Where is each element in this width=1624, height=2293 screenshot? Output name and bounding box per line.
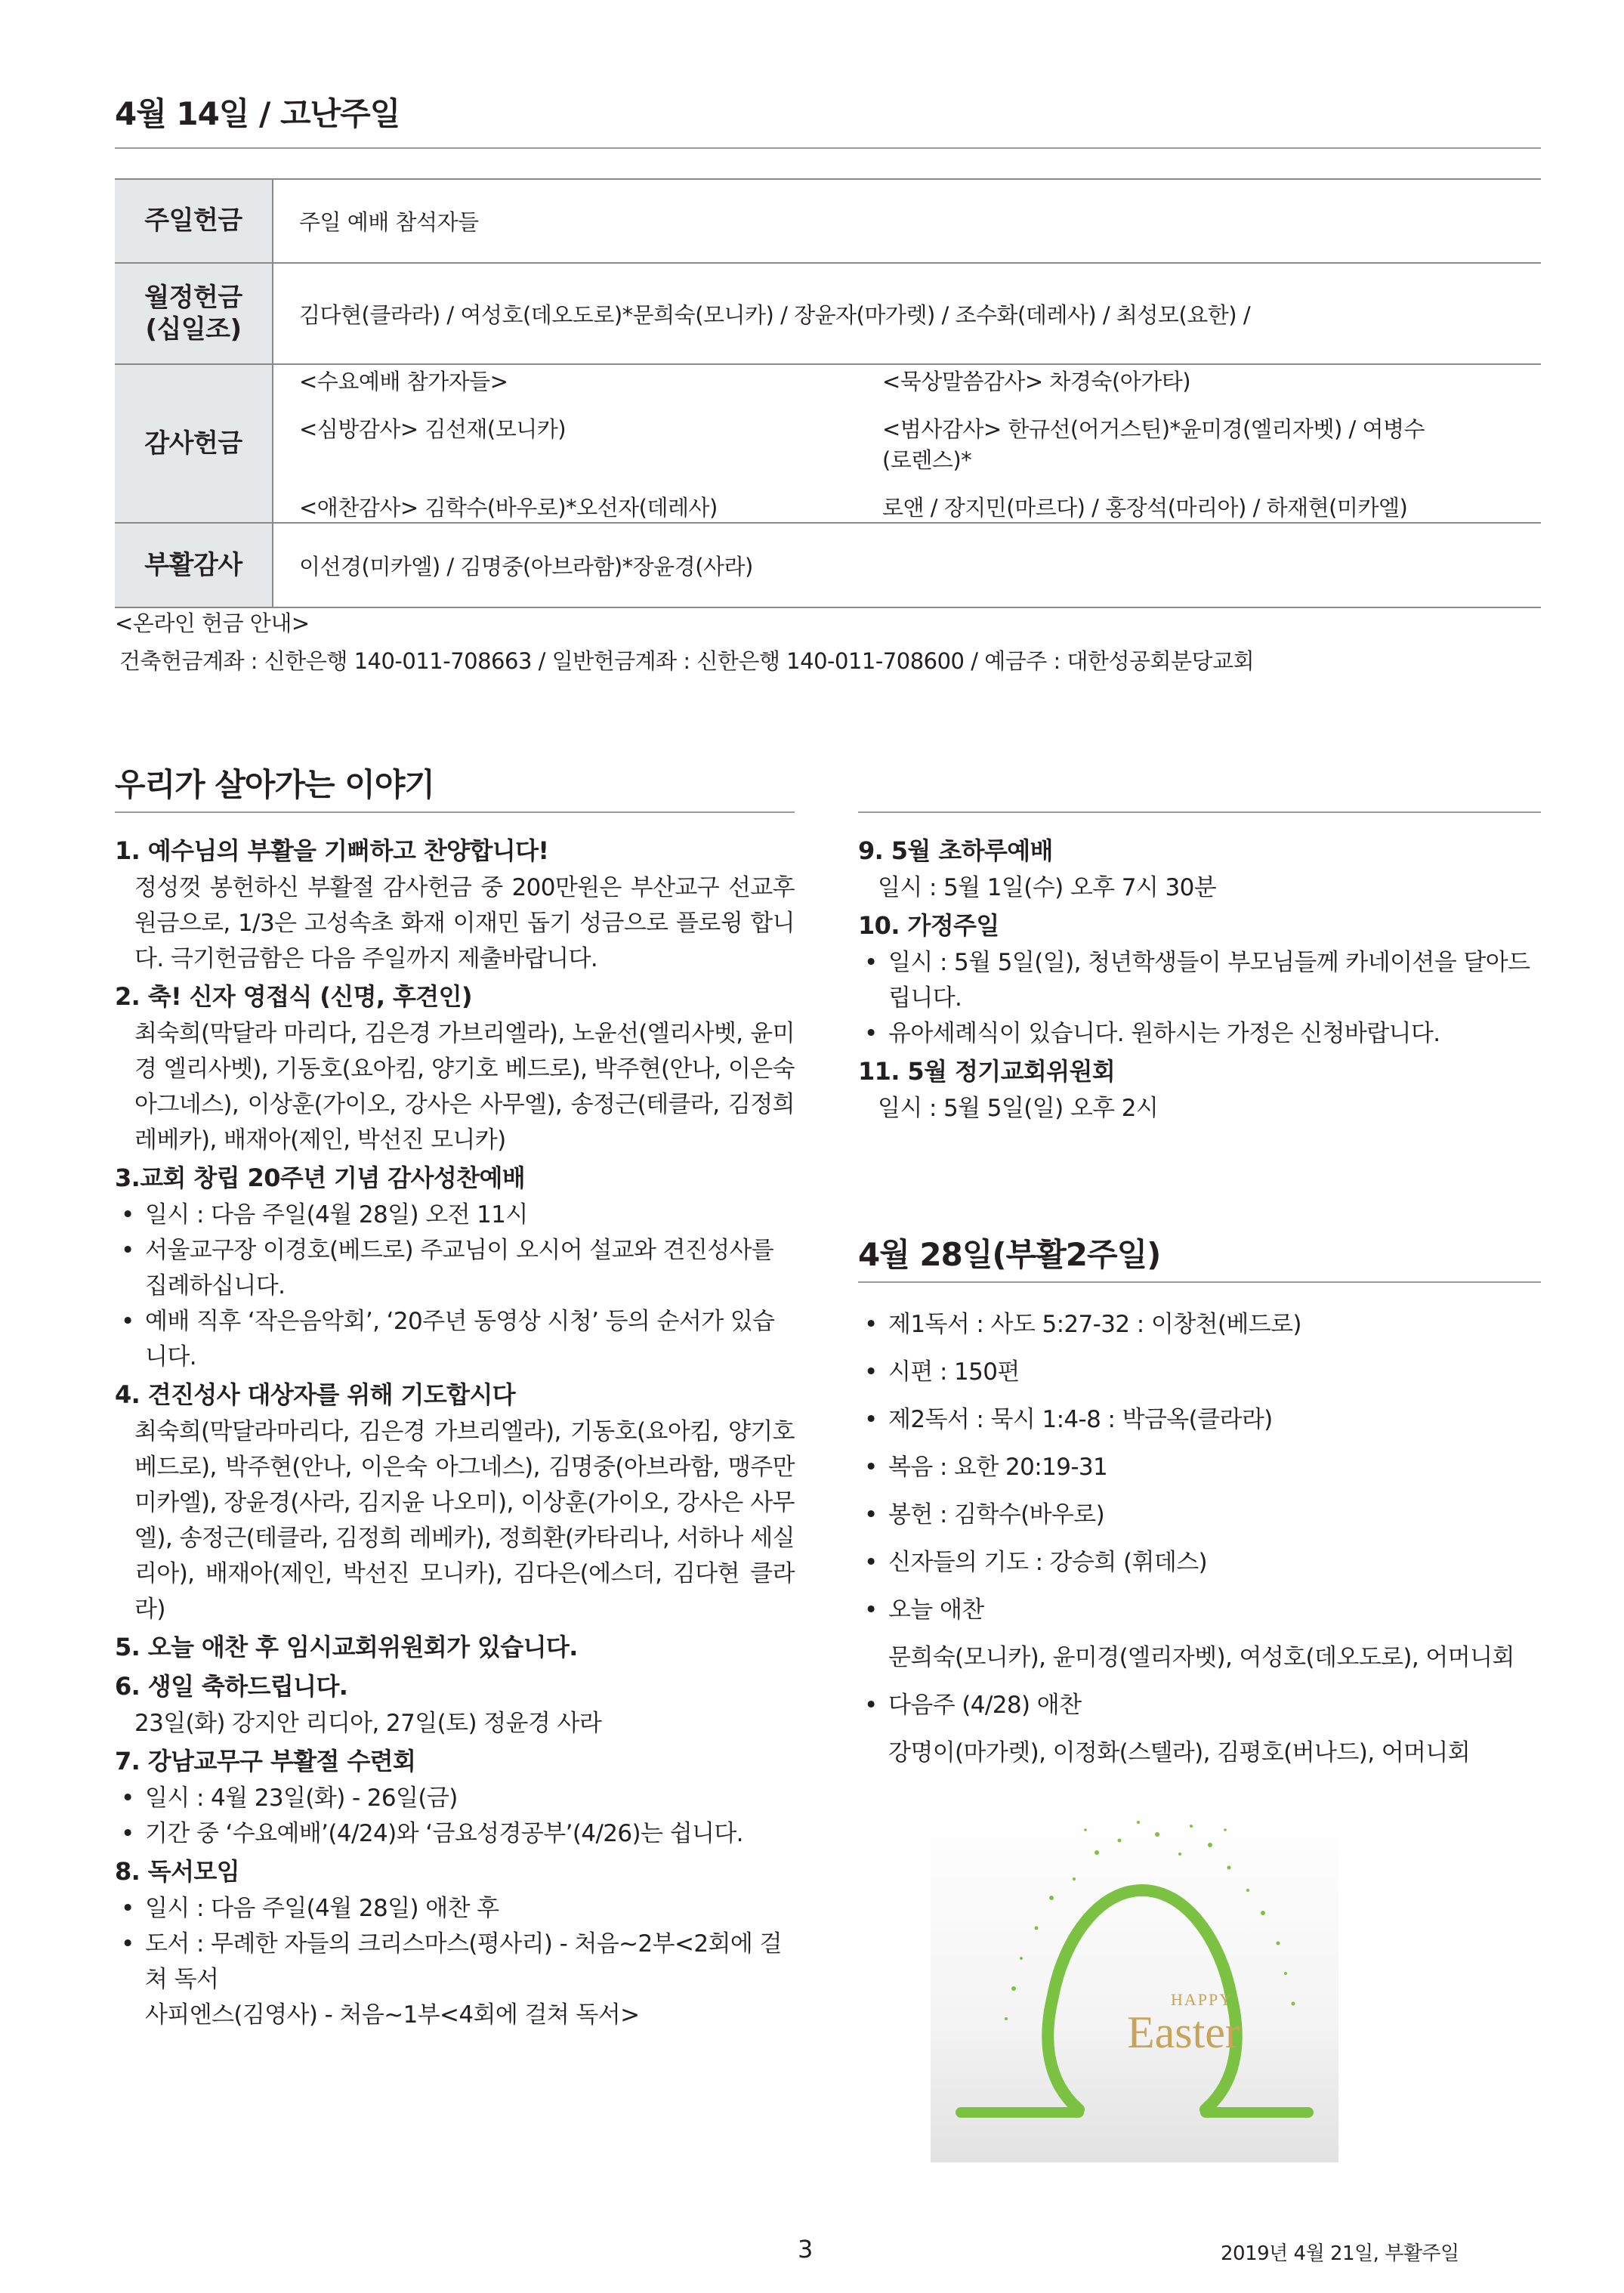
news-bullet: • 일시 : 다음 주일(4월 28일) 오전 11시 [115, 1197, 795, 1233]
page-number: 3 [798, 2235, 814, 2264]
title-divider [115, 147, 1541, 149]
easter-egg-graphic [931, 1807, 1338, 2162]
thanks-entry: <애찬감사> 김학수(바우로)*오선자(데레사) [299, 495, 718, 521]
online-offering-title: <온라인 헌금 안내> [115, 610, 310, 636]
news-bullet: • 예배 직후 ‘작은음악회’, ‘20주년 동영상 시청’ 등의 순서가 있습니다. [115, 1304, 795, 1375]
news-heading: 7. 강남교무구 부활절 수련회 [115, 1747, 416, 1775]
footer-date: 2019년 4월 21일, 부활주일 [1221, 2242, 1459, 2265]
bank-accounts: 건축헌금계좌 : 신한은행 140-011-708663 / 일반헌금계좌 : 신한은행 140-011-708600 / 예금주 : 대한성공회분당교회 [119, 648, 1255, 674]
news-left-column [115, 831, 795, 2033]
offering-row-thanks [115, 364, 1541, 523]
easter-text: Easter [1127, 2007, 1240, 2057]
liturgy-item: • 복음 : 요한 20:19-31 [858, 1444, 1541, 1491]
news-divider-right [858, 811, 1541, 813]
liturgy-item: • 제2독서 : 묵시 1:4-8 : 박금옥(클라라) [858, 1396, 1541, 1444]
thanks-entry: <범사감사> 한규선(어거스틴)*윤미경(엘리자벳) / 여병수(로렌스)* [882, 416, 1425, 473]
thanks-entry: <심방감사> 김선재(모니카) [299, 416, 567, 442]
thanks-entry: 로앤 / 장지민(마르다) / 홍장석(마리아) / 하재현(미카엘) [882, 495, 1408, 521]
happy-text: HAPPY [1171, 1990, 1233, 2009]
news-body: 23일(화) 강지안 리디아, 27일(토) 정윤경 사라 [134, 1710, 602, 1737]
offering-content [273, 364, 1541, 523]
liturgy-item: • 신자들의 기도 : 강승희 (휘데스) [858, 1539, 1541, 1587]
news-body: 일시 : 5월 5일(일) 오후 2시 [878, 1095, 1159, 1122]
offering-content: 김다현(클라라) / 여성호(데오도로)*문희숙(모니카) / 장윤자(마가렛) / 조수화(데레사) / 최성모(요한) / [273, 263, 1541, 364]
offering-label: 감사헌금 [115, 364, 273, 523]
offering-label: 부활감사 [115, 523, 273, 607]
news-body: 일시 : 5월 1일(수) 오후 7시 30분 [878, 874, 1217, 901]
thanks-entry: <묵상말씀감사> 차경숙(아가타) [882, 369, 1191, 394]
news-heading: 2. 축! 신자 영접식 (신명, 후견인) [115, 982, 472, 1011]
news-heading: 4. 견진성사 대상자를 위해 기도합시다 [115, 1380, 516, 1409]
online-offering-info [115, 604, 1254, 680]
offering-title: 4월 14일 / 고난주일 [115, 95, 400, 132]
offering-table [115, 178, 1541, 608]
next-agape-members: 강명이(마가렛), 이정화(스텔라), 김평호(버나드), 어머니회 [888, 1739, 1471, 1766]
offering-label: 주일헌금 [115, 179, 273, 263]
news-heading: 9. 5월 초하루예배 [858, 836, 1053, 865]
news-heading: 1. 예수님의 부활을 기뻐하고 찬양합니다! [115, 836, 549, 865]
offering-row-sunday [115, 179, 1541, 263]
news-heading: 5. 오늘 애찬 후 임시교회위원회가 있습니다. [115, 1633, 578, 1661]
thanks-entry: <수요예배 참가자들> [299, 369, 508, 394]
news-bullet: • 일시 : 4월 23일(화) - 26일(금) [115, 1781, 795, 1816]
next-sunday-title: 4월 28일(부활2주일) [858, 1236, 1161, 1273]
news-body: 최숙희(막달라 마리다, 김은경 가브리엘라), 노윤선(엘리사벳, 윤미경 엘리사벳), 기동호(요아킴, 양기호 베드로), 박주현(안나, 이은숙 아그네스), 이상훈(가이오, 강사은 사무엘), 송정근(테클라, 김정희 레베카), 배재아(제인, 박선진 모니카) [134, 1020, 795, 1154]
liturgy-item: • 봉헌 : 김학수(바우로) [858, 1491, 1541, 1539]
liturgy-item: • 오늘 애찬 [858, 1587, 1541, 1634]
news-bullet-continuation: 사피엔스(김영사) - 처음~1부<4회에 걸쳐 독서> [145, 2001, 640, 2029]
offering-content: 이선경(미카엘) / 김명중(아브라함)*장윤경(사라) [273, 523, 1541, 607]
offering-row-monthly [115, 263, 1541, 364]
news-body: 최숙희(막달라마리다, 김은경 가브리엘라), 기동호(요아킴, 양기호 베드로), 박주현(안나, 이은숙 아그네스), 김명중(아브라함, 맹주만 미카엘), 장윤경(사라, 김지윤 나오미), 이상훈(가이오, 강사은 사무엘), 송정근(테클라, 김정희 레베카), 정희환(카타리나, 서하나 세실리아), 배재아(제인, 박선진 모니카), 김다은(에스더, 김다현 클라라) [134, 1418, 795, 1623]
news-bullet: • 기간 중 ‘수요예배’(4/24)와 ‘금요성경공부’(4/26)는 쉽니다. [115, 1816, 795, 1852]
news-divider-left [115, 811, 795, 813]
easter-illustration [931, 1807, 1338, 2162]
news-bullet: • 서울교구장 이경호(베드로) 주교님이 오시어 설교와 견진성사를 집례하십니다. [115, 1233, 795, 1304]
news-heading: 6. 생일 축하드립니다. [115, 1672, 348, 1701]
liturgy-item: • 제1독서 : 사도 5:27-32 : 이창천(베드로) [858, 1301, 1541, 1349]
news-title: 우리가 살아가는 이야기 [115, 766, 434, 803]
news-bullet: • 도서 : 무례한 자들의 크리스마스(평사리) - 처음~2부<2회에 걸쳐 독서 [115, 1927, 795, 1998]
news-heading: 11. 5월 정기교회위원회 [858, 1057, 1116, 1086]
news-heading: 8. 독서모임 [115, 1857, 240, 1886]
news-right-column [858, 831, 1541, 1126]
next-sunday-divider [858, 1281, 1541, 1283]
offering-label: 월정헌금 (십일조) [115, 263, 273, 364]
offering-row-easter [115, 523, 1541, 607]
today-agape-members: 문희숙(모니카), 윤미경(엘리자벳), 여성호(데오도로), 어머니회 [888, 1644, 1514, 1671]
news-body: 정성껏 봉헌하신 부활절 감사헌금 중 200만원은 부산교구 선교후원금으로, 1/3은 고성속초 화재 이재민 돕기 성금으로 플로윙 합니다. 극기헌금함은 다음 주일까지 제출바랍니다. [134, 874, 795, 972]
liturgy-item: • 시편 : 150편 [858, 1349, 1541, 1396]
news-heading: 10. 가정주일 [858, 911, 999, 940]
news-bullet: • 유아세례식이 있습니다. 원하시는 가정은 신청바랍니다. [858, 1016, 1541, 1052]
liturgy-list [858, 1301, 1541, 1777]
liturgy-item: • 다음주 (4/28) 애찬 [858, 1682, 1541, 1729]
news-heading: 3.교회 창립 20주년 기념 감사성찬예배 [115, 1163, 526, 1192]
news-bullet: • 일시 : 다음 주일(4월 28일) 애찬 후 [115, 1891, 795, 1927]
offering-content: 주일 예배 참석자들 [273, 179, 1541, 263]
news-bullet: • 일시 : 5월 5일(일), 청년학생들이 부모님들께 카네이션을 달아드립니다. [858, 945, 1541, 1016]
